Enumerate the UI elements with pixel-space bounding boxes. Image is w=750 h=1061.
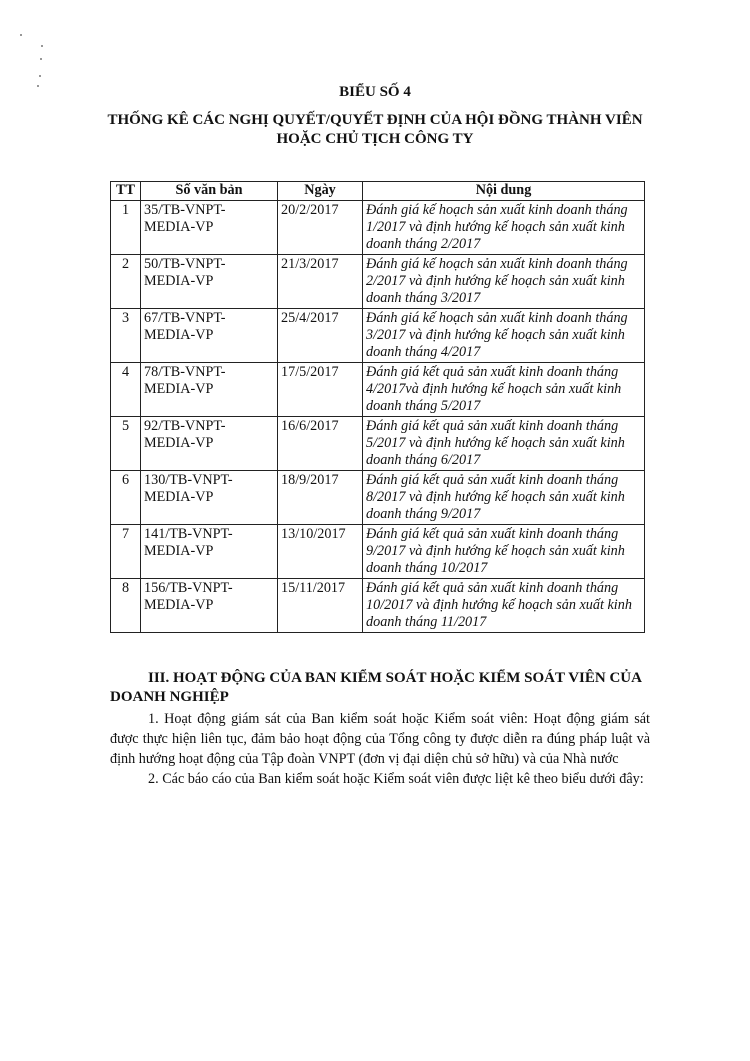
header-tt: TT — [111, 182, 141, 201]
cell-so-van-ban: 130/TB-VNPT-MEDIA-VP — [141, 471, 278, 525]
cell-noi-dung: Đánh giá kết quả sản xuất kinh doanh tháng 8/2017 và định hướng kế hoạch sản xuất kinh doanh tháng 9/2017 — [363, 471, 645, 525]
header-ngay: Ngày — [278, 182, 363, 201]
cell-so-van-ban: 50/TB-VNPT-MEDIA-VP — [141, 255, 278, 309]
paragraph-supervision: 1. Hoạt động giám sát của Ban kiểm soát hoặc Kiểm soát viên: Hoạt động giám sát được thực hiện liên tục, đảm bảo hoạt động của Tổng công ty được diễn ra đúng pháp luật và định hướng hoạt động của Tập đoàn VNPT (đơn vị đại diện chủ sở hữu) và của Nhà nước — [110, 711, 650, 767]
document-title — [0, 111, 750, 149]
table-row — [111, 579, 645, 633]
table-row — [111, 201, 645, 255]
cell-noi-dung: Đánh giá kết quả sản xuất kinh doanh tháng 9/2017 và định hướng kế hoạch sản xuất kinh doanh tháng 10/2017 — [363, 525, 645, 579]
cell-so-van-ban: 92/TB-VNPT-MEDIA-VP — [141, 417, 278, 471]
table-row — [111, 255, 645, 309]
cell-tt: 2 — [111, 255, 141, 309]
cell-ngay: 15/11/2017 — [278, 579, 363, 633]
table-row — [111, 417, 645, 471]
cell-so-van-ban: 35/TB-VNPT-MEDIA-VP — [141, 201, 278, 255]
paragraph-reports: 2. Các báo cáo của Ban kiểm soát hoặc Kiểm soát viên được liệt kê theo biểu dưới đây: — [148, 771, 644, 787]
cell-ngay: 18/9/2017 — [278, 471, 363, 525]
table-header-row — [111, 182, 645, 201]
cell-so-van-ban: 156/TB-VNPT-MEDIA-VP — [141, 579, 278, 633]
cell-noi-dung: Đánh giá kế hoạch sản xuất kinh doanh tháng 2/2017 và định hướng kế hoạch sản xuất kinh doanh tháng 3/2017 — [363, 255, 645, 309]
cell-ngay: 13/10/2017 — [278, 525, 363, 579]
cell-ngay: 17/5/2017 — [278, 363, 363, 417]
header-noi-dung: Nội dung — [363, 182, 645, 201]
cell-noi-dung: Đánh giá kế hoạch sản xuất kinh doanh tháng 1/2017 và định hướng kế hoạch sản xuất kinh doanh tháng 2/2017 — [363, 201, 645, 255]
cell-so-van-ban: 141/TB-VNPT-MEDIA-VP — [141, 525, 278, 579]
cell-tt: 8 — [111, 579, 141, 633]
cell-so-van-ban: 78/TB-VNPT-MEDIA-VP — [141, 363, 278, 417]
cell-noi-dung: Đánh giá kết quả sản xuất kinh doanh tháng 4/2017và định hướng kế hoạch sản xuất kinh doanh tháng 5/2017 — [363, 363, 645, 417]
cell-tt: 4 — [111, 363, 141, 417]
table-row — [111, 309, 645, 363]
cell-so-van-ban: 67/TB-VNPT-MEDIA-VP — [141, 309, 278, 363]
document-title-text: THỐNG KÊ CÁC NGHỊ QUYẾT/QUYẾT ĐỊNH CỦA HỘI ĐỒNG THÀNH VIÊN HOẶC CHỦ TỊCH CÔNG TY — [107, 112, 643, 147]
table-row — [111, 525, 645, 579]
cell-tt: 5 — [111, 417, 141, 471]
form-number-title: BIỂU SỐ 4 — [339, 84, 411, 100]
cell-tt: 1 — [111, 201, 141, 255]
cell-noi-dung: Đánh giá kết quả sản xuất kinh doanh tháng 10/2017 và định hướng kế hoạch sản xuất kinh doanh tháng 11/2017 — [363, 579, 645, 633]
cell-ngay: 20/2/2017 — [278, 201, 363, 255]
cell-tt: 3 — [111, 309, 141, 363]
table-row — [111, 471, 645, 525]
cell-ngay: 16/6/2017 — [278, 417, 363, 471]
header-so-van-ban: Số văn bản — [141, 182, 278, 201]
table-row — [111, 363, 645, 417]
cell-tt: 7 — [111, 525, 141, 579]
section-heading: III. HOẠT ĐỘNG CỦA BAN KIỂM SOÁT HOẶC KIỂM SOÁT VIÊN CỦA DOANH NGHIỆP — [110, 670, 642, 705]
cell-noi-dung: Đánh giá kế hoạch sản xuất kinh doanh tháng 3/2017 và định hướng kế hoạch sản xuất kinh doanh tháng 4/2017 — [363, 309, 645, 363]
cell-ngay: 25/4/2017 — [278, 309, 363, 363]
cell-noi-dung: Đánh giá kết quả sản xuất kinh doanh tháng 5/2017 và định hướng kế hoạch sản xuất kinh doanh tháng 6/2017 — [363, 417, 645, 471]
cell-tt: 6 — [111, 471, 141, 525]
cell-ngay: 21/3/2017 — [278, 255, 363, 309]
decisions-table — [110, 181, 645, 633]
